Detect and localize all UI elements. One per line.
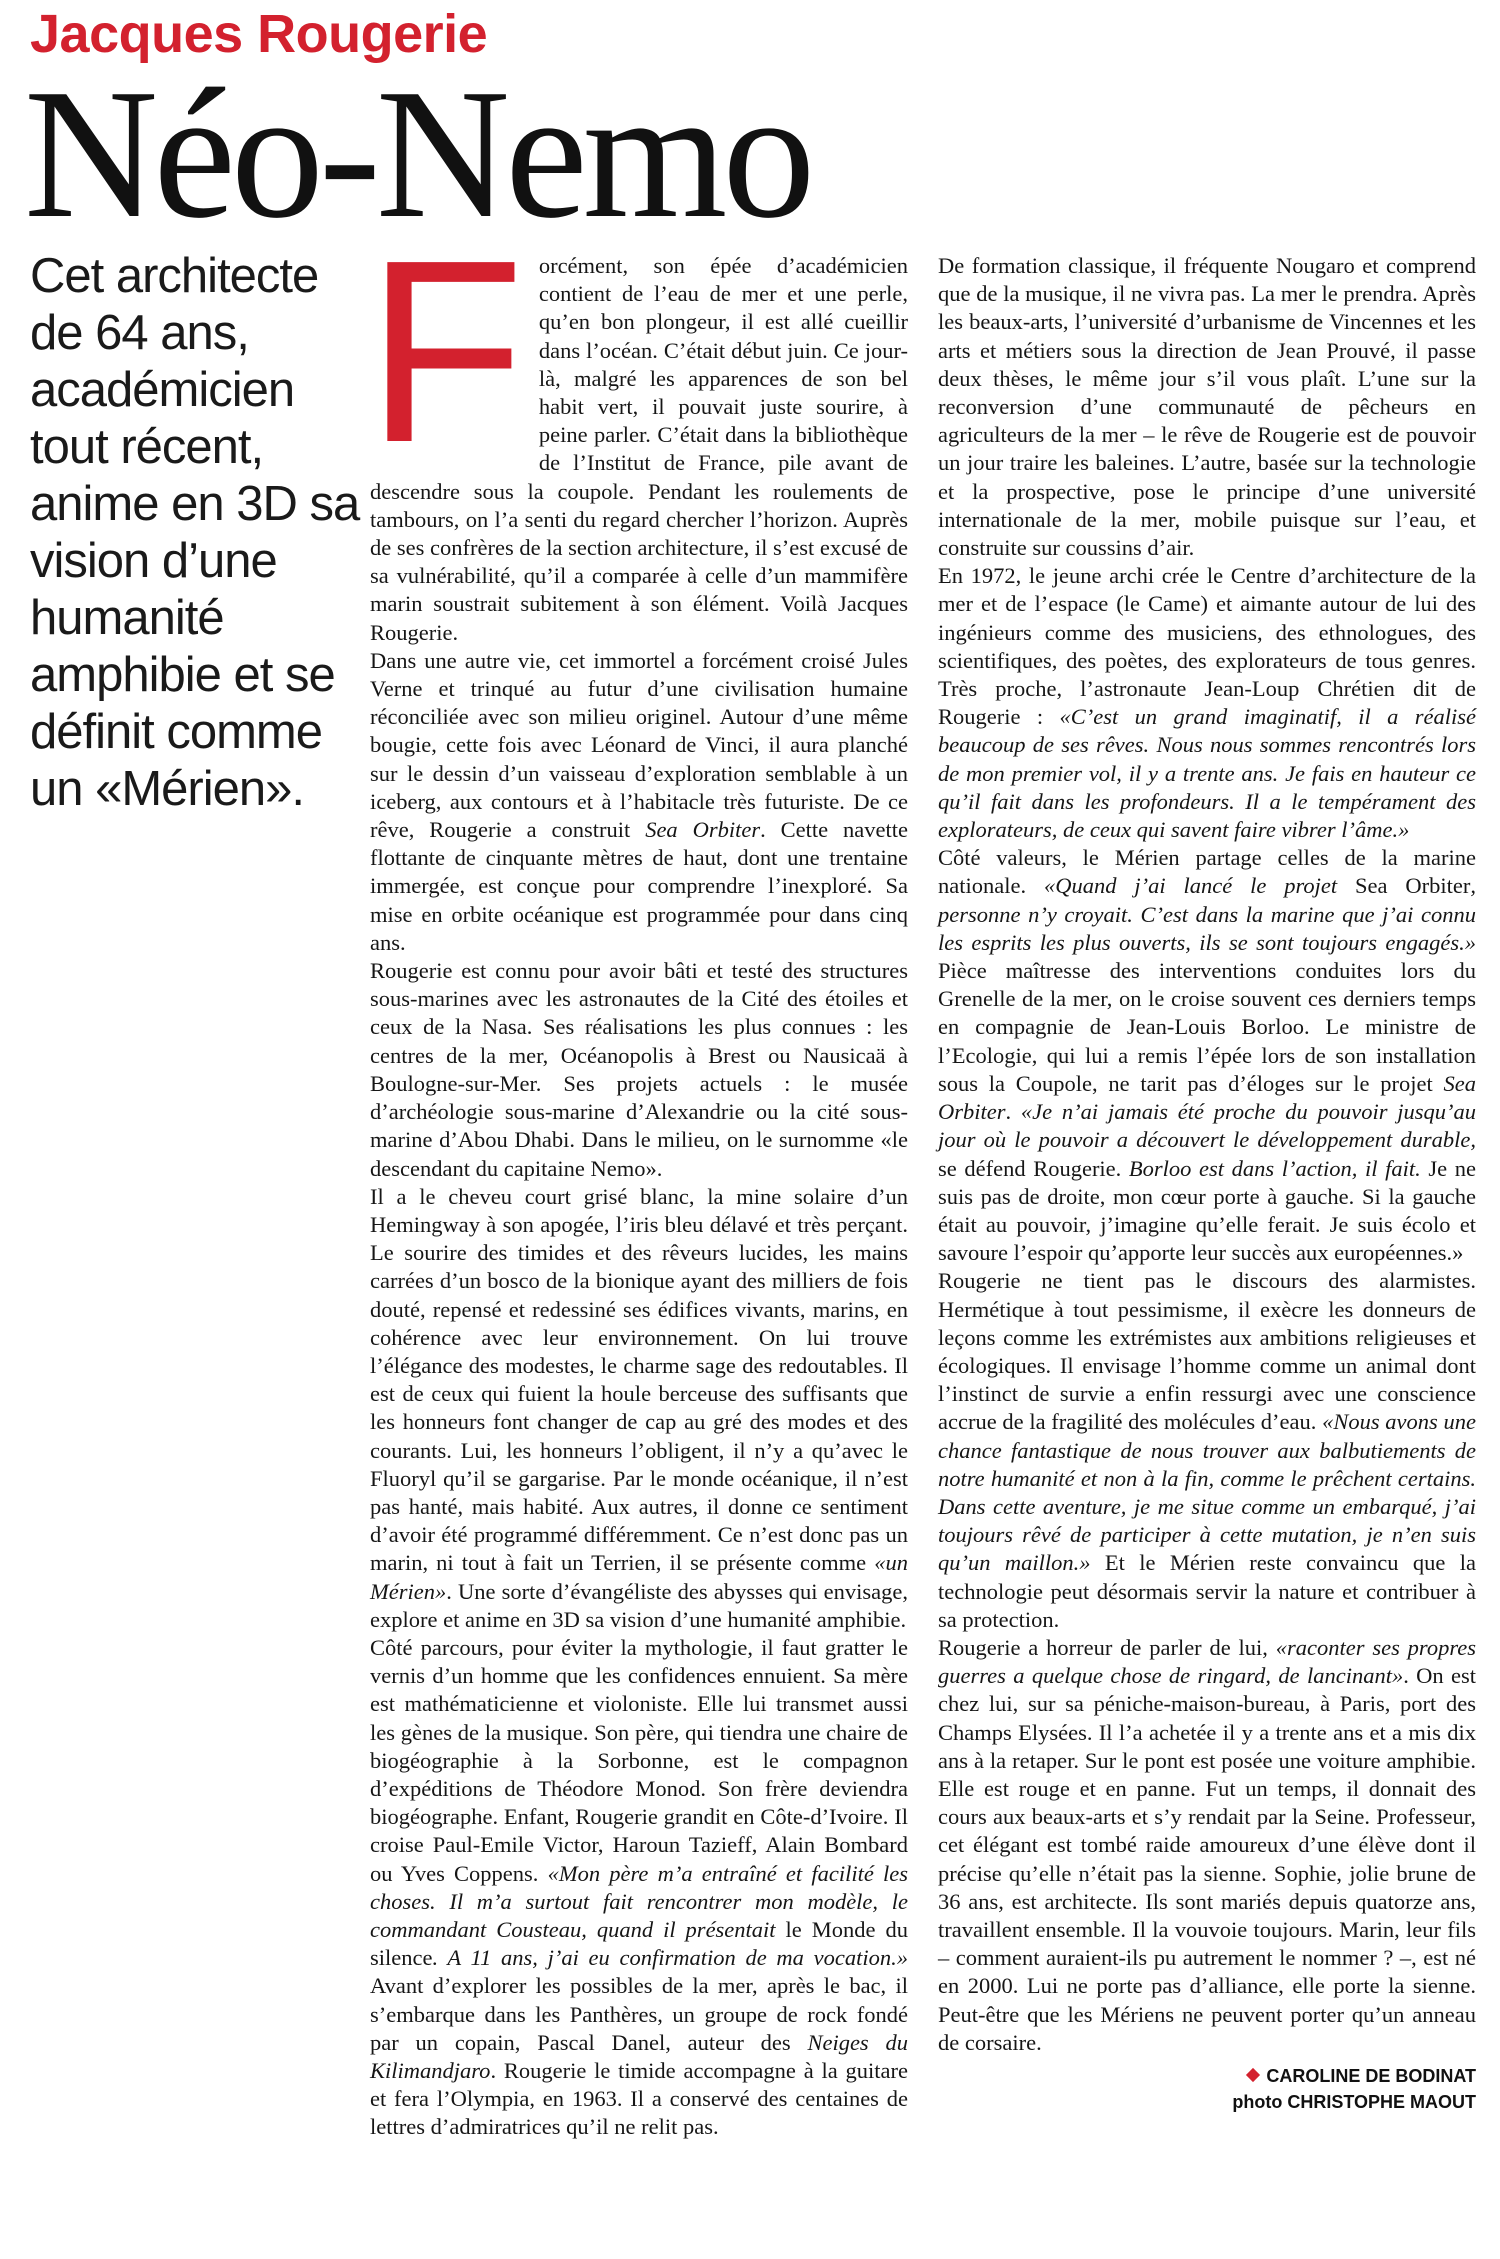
paragraph-5: Côté parcours, pour éviter la mythologie, il faut gratter le vernis d’un homme que les confidences ennuient. Sa mère est mathématicienne et violoniste. Elle lui transmet aussi les gènes de la musique. Son père, qui tiendra une chaire de biogéographie à la Sorbonne, est le compagnon d’expéditions de Théodore Monod. Son frère deviendra biogéographe. Enfant, Rougerie grandit en Côte-d’Ivoire. Il croise Paul-Emile Victor, Haroun Tazieff, Alain Bombard ou Yves Coppens. «Mon père m’a entraîné et facilité les choses. Il m’a surtout fait rencontrer mon modèle, le commandant Cousteau, quand il présentait le Monde du silence. A 11 ans, j’ai eu confirmation de ma vocation.» Avant d’explorer les possibles de la mer, après le bac, il s’embarque dans les Panthères, un groupe de rock fondé par un copain, Pascal Danel, auteur des Neiges du Kilimandjaro. Rougerie le timide accompagne à la guitare et fera l’Olympia, en 1963. Il a conservé des centaines de lettres d’admiratrices qu’il ne relit pas. — [370, 1634, 909, 2140]
paragraph-9: Rougerie ne tient pas le discours des alarmistes. Hermétique à tout pessimisme, il exècre les donneurs de leçons comme les extrémistes aux ambitions religieuses et écologiques. Il envisage l’homme comme un animal dont l’instinct de survie a enfin ressurgi avec une conscience accrue de la fragilité des molécules d’eau. «Nous avons une chance fantastique de nous trouver aux balbutiements de notre humanité et non à la fin, comme le prêchent certains. Dans cette aventure, je me situe comme un embarqué, j’ai toujours rêvé de participer à cette mutation, je n’en suis qu’un maillon.» Et le Mérien reste convaincu que la technologie peut désormais servir la nature et contribuer à sa protection. — [938, 1268, 1476, 1632]
article-column-1 — [366, 207, 909, 2142]
kicker-name: Jacques Rougerie — [30, 4, 488, 64]
author-credit: CAROLINE DE BODINAT — [938, 2063, 1476, 2089]
paragraph-2: Dans une autre vie, cet immortel a forcément croisé Jules Verne et trinqué au futur d’une civilisation humaine réconciliée avec son milieu originel. Autour d’une même bougie, cette fois avec Léonard de Vinci, il aura planché sur le dessin d’un vaisseau d’exploration semblable à un iceberg, aux contours et à l’habitacle très futuriste. De ce rêve, Rougerie a construit Sea Orbiter. Cette navette flottante de cinquante mètres de haut, dont une trentaine immergée, est conçue pour comprendre l’inexploré. Sa mise en orbite océanique est programmée pour dans cinq ans. — [370, 647, 908, 955]
paragraph-7: En 1972, le jeune archi crée le Centre d’architecture de la mer et de l’espace (le Came) et aimante autour de lui des ingénieurs comme des musiciens, des ethnologues, des scientifiques, des poètes, des explorateurs de tous genres. Très proche, l’astronaute Jean-Loup Chrétien dit de Rougerie : «C’est un grand imaginatif, il a réalisé beaucoup de ses rêves. Nous nous sommes rencontrés lors de mon premier vol, il y a trente ans. Je fais en hauteur ce qu’il fait dans les profondeurs. Il a le tempérament des explorateurs, de ceux qui savent faire vibrer l’âme.» — [938, 563, 1476, 843]
paragraph-1: Forcément, son épée d’académicien contient de l’eau de mer et une perle, qu’en bon plongeur, il est allé cueillir dans l’océan. C’était début juin. Ce jour-là, malgré les apparences de son bel habit vert, il pouvait juste sourire, à peine parler. C’était dans la bibliothèque de l’Institut de France, pile avant de descendre sous la coupole. Pendant les roulements de tambours, on l’a senti du regard chercher l’horizon. Auprès de ses confrères de la section architecture, il s’est excusé de sa vulnérabilité, qu’il a comparée à celle d’un mammifère marin soustrait subitement à son élément. Voilà Jacques Rougerie. — [366, 207, 908, 645]
drop-cap: F — [366, 207, 525, 497]
paragraph-4: Il a le cheveu court grisé blanc, la mine solaire d’un Hemingway à son apogée, l’iris bleu délavé et très perçant. Le sourire des timides et des rêveurs lucides, les mains carrées d’un bosco de la bionique ayant des milliers de fois douté, repensé et redessiné ses édifices vivants, marins, en cohérence avec leur environnement. On lui trouve l’élégance des modestes, le charme sage des redoutables. Il est de ceux qui fuient la houle berceuse des suffisants que les honneurs font changer de cap au gré des modes et des courants. Lui, les honneurs l’obligent, il n’y a qu’avec le Fluoryl qu’il se gargarise. Par le monde océanique, il n’est pas hanté, mais habité. Aux autres, il donne ce sentiment d’avoir été programmé différemment. Ce n’est donc pas un marin, ni tout à fait un Terrien, il se présente comme «un Mérien». Une sorte d’évangéliste des abysses qui envisage, explore et anime en 3D sa vision d’une humanité amphibie. — [370, 1183, 908, 1632]
paragraph-8: Côté valeurs, le Mérien partage celles de la marine nationale. «Quand j’ai lancé le projet Sea Orbiter, personne n’y croyait. C’est dans la marine que j’ai connu les esprits les plus ouverts, ils se sont toujours engagés.» Pièce maîtresse des interventions conduites lors du Grenelle de la mer, on le croise souvent ces derniers temps en compagnie de Jean-Louis Borloo. Le ministre de l’Ecologie, qui lui a remis l’épée lors de son installation sous la Coupole, ne tarit pas d’éloges sur le projet Sea Orbiter. «Je n’ai jamais été proche du pouvoir jusqu’au jour où le pouvoir a découvert le développement durable, se défend Rougerie. Borloo est dans l’action, il fait. Je ne suis pas de droite, mon cœur porte à gauche. Si la gauche était au pouvoir, j’imagine qu’elle ferait. Je suis écolo et savoure l’espoir qu’apporte leur succès aux européennes.» — [938, 845, 1477, 1266]
photo-credit: photo CHRISTOPHE MAOUT — [1232, 2092, 1476, 2112]
paragraph-6: De formation classique, il fréquente Nougaro et comprend que de la musique, il ne vivra pas. La mer le prendra. Après les beaux-arts, l’université d’urbanisme de Vincennes et les arts et métiers sous la direction de Jean Prouvé, il passe deux thèses, le même jour s’il vous plaît. L’une sur la reconversion d’une communauté de pêcheurs en agriculteurs de la mer – le rêve de Rougerie est de pouvoir un jour traire les baleines. L’autre, basée sur la technologie et la prospective, pose le principe d’une université internationale de la mer, mobile puisque sur l’eau, et construite sur coussins d’air. — [938, 253, 1476, 561]
article-column-2 — [938, 252, 1476, 2115]
standfirst: Cet architecte de 64 ans, académicien tout récent, anime en 3D sa vision d’une humanité amphibie et se définit comme un «Mérien». — [30, 249, 360, 816]
paragraph-3: Rougerie est connu pour avoir bâti et testé des structures sous-marines avec les astronautes de la Cité des étoiles et ceux de la Nasa. Ses réalisations les plus connues : les centres de la mer, Océanopolis à Brest ou Nausicaä à Boulogne-sur-Mer. Ses projets actuels : le musée d’archéologie sous-marine d’Alexandrie ou la cité sous-marine d’Abou Dhabi. Dans le milieu, on le surnomme «le descendant du capitaine Nemo». — [370, 958, 908, 1181]
paragraph-10: Rougerie a horreur de parler de lui, «raconter ses propres guerres a quelque chose de ringard, de lancinant». On est chez lui, sur sa péniche-maison-bureau, à Paris, port des Champs Elysées. Il l’a achetée il y a trente ans et a mis dix ans à la retaper. Sur le pont est posée une voiture amphibie. Elle est rouge et en panne. Fut un temps, il donnait des cours aux beaux-arts et s’y rendait par la Seine. Professeur, cet élégant est tombé raide amoureux d’une élève dont il précise qu’elle n’était pas la sienne. Sophie, jolie brune de 36 ans, est architecte. Ils sont mariés depuis quatorze ans, travaillent ensemble. Il la vouvoie toujours. Marin, leur fils – comment auraient-ils pu autrement le nommer ? –, est né en 2000. Lui ne porte pas d’alliance, elle porte la sienne. Peut-être que les Mériens ne peuvent porter qu’un anneau de corsaire. — [938, 1634, 1476, 2055]
credits — [938, 2063, 1476, 2115]
headline: Néo-Nemo — [24, 51, 811, 257]
diamond-icon — [1246, 2068, 1260, 2082]
